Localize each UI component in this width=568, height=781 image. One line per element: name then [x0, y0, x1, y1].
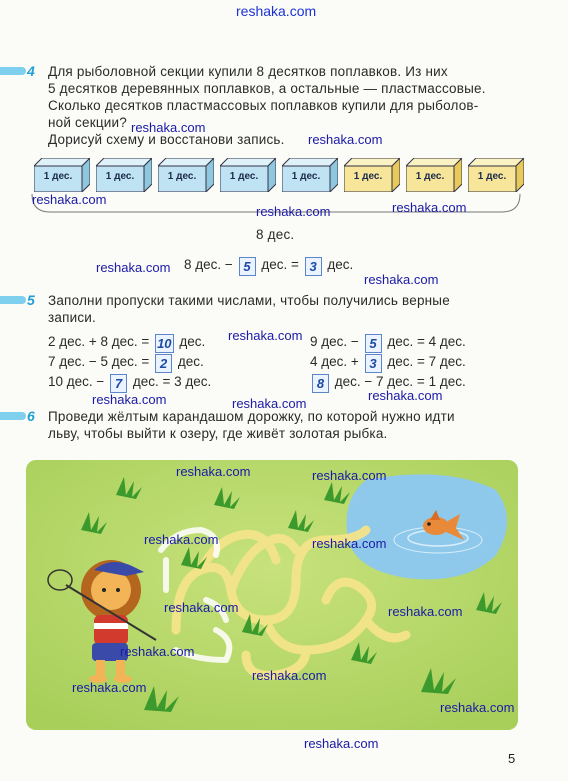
ten-cube-yellow: [468, 158, 524, 192]
ten-cube-yellow: [406, 158, 462, 192]
watermark: reshaka.com: [312, 536, 387, 551]
watermark: reshaka.com: [164, 600, 239, 615]
task4-line: 5 десятков деревянных поплавков, а остальные — пластмассовые.: [48, 81, 486, 96]
watermark: reshaka.com: [96, 260, 171, 275]
task-marker: [0, 296, 26, 304]
watermark: reshaka.com: [388, 604, 463, 619]
equation-part: дес.: [327, 257, 354, 272]
answer-box[interactable]: 5: [365, 334, 382, 353]
task5-line: записи.: [48, 310, 96, 325]
watermark: reshaka.com: [176, 464, 251, 479]
answer-box[interactable]: 3: [305, 257, 322, 276]
cube-label: 1 дес.: [43, 171, 73, 182]
task5-text: [48, 292, 450, 326]
equation-part: 10 дес. −: [48, 374, 105, 389]
task4-line: ной секции?: [48, 115, 127, 130]
watermark: reshaka.com: [92, 392, 167, 407]
task-number: 6: [27, 408, 35, 424]
watermark: reshaka.com: [131, 120, 206, 135]
equation-part: 8 дес. −: [184, 257, 233, 272]
task-number: 4: [27, 63, 35, 79]
watermark-top: reshaka.com: [236, 3, 317, 19]
cube-label: 1 дес.: [477, 171, 507, 182]
cube-label: 1 дес.: [353, 171, 383, 182]
cube-label: 1 дес.: [229, 171, 259, 182]
task4-text: [48, 63, 486, 148]
equation-row: [310, 332, 466, 353]
watermark: reshaka.com: [392, 200, 467, 215]
ten-cube-blue: [220, 158, 276, 192]
equation-part: 4 дес. +: [310, 354, 359, 369]
equation-row: [48, 352, 204, 373]
watermark: reshaka.com: [364, 272, 439, 287]
task5-line: Заполни пропуски такими числами, чтобы получились верные: [48, 293, 450, 308]
equation-part: 9 дес. −: [310, 334, 359, 349]
answer-box[interactable]: 10: [157, 336, 172, 351]
ten-cube-blue: [34, 158, 90, 192]
equation-row: [48, 372, 211, 393]
equation-part: 2 дес. + 8 дес. =: [48, 334, 150, 349]
answer-box[interactable]: 2: [155, 354, 172, 373]
equation-part: дес. = 4 дес.: [387, 334, 466, 349]
ten-cube-yellow: [344, 158, 400, 192]
cube-label: 1 дес.: [167, 171, 197, 182]
equation-part: дес. − 7 дес. = 1 дес.: [334, 374, 466, 389]
ten-cube-blue: [158, 158, 214, 192]
task4-line: Сколько десятков пластмассовых поплавков купили для рыболов-: [48, 98, 479, 113]
answer-box[interactable]: 5: [239, 257, 256, 276]
watermark: reshaka.com: [144, 532, 219, 547]
page-number: 5: [508, 751, 516, 766]
task-marker: [0, 412, 26, 420]
total-label: 8 дес.: [256, 227, 295, 242]
task6-line: льву, чтобы выйти к озеру, где живёт золотая рыбка.: [48, 426, 388, 441]
answer-box[interactable]: 7: [110, 374, 127, 393]
task4-line: Для рыболовной секции купили 8 десятков поплавков. Из них: [48, 64, 448, 79]
task-number: 5: [27, 292, 35, 308]
watermark: reshaka.com: [256, 204, 331, 219]
cube-label: 1 дес.: [105, 171, 135, 182]
ten-cube-blue: [282, 158, 338, 192]
task-marker: [0, 67, 26, 75]
task6-line: Проведи жёлтым карандашом дорожку, по которой нужно идти: [48, 409, 455, 424]
task4-line: Дорисуй схему и восстанови запись.: [48, 132, 285, 147]
watermark: reshaka.com: [368, 388, 443, 403]
answer-box[interactable]: 3: [365, 354, 382, 373]
watermark: reshaka.com: [72, 680, 147, 695]
ten-cube-blue: [96, 158, 152, 192]
watermark: reshaka.com: [308, 132, 383, 147]
task6-text: [48, 408, 455, 442]
watermark: reshaka.com: [120, 644, 195, 659]
equation-row: [48, 332, 205, 353]
watermark: reshaka.com: [32, 192, 107, 207]
equation-part: 7 дес. − 5 дес. =: [48, 354, 150, 369]
equation-part: дес.: [177, 354, 204, 369]
watermark: reshaka.com: [312, 468, 387, 483]
equation-part: дес. =: [261, 257, 299, 272]
watermark: reshaka.com: [228, 328, 303, 343]
task4-equation: [184, 255, 353, 276]
equation-part: дес. = 7 дес.: [387, 354, 466, 369]
equation-part: дес. = 3 дес.: [132, 374, 212, 389]
watermark: reshaka.com: [252, 668, 327, 683]
cube-label: 1 дес.: [291, 171, 321, 182]
equation-part: дес.: [179, 334, 206, 349]
equation-row: [310, 352, 466, 373]
answer-box[interactable]: 8: [312, 374, 329, 393]
watermark: reshaka.com: [232, 396, 307, 411]
cube-label: 1 дес.: [415, 171, 445, 182]
watermark: reshaka.com: [304, 736, 379, 751]
watermark: reshaka.com: [440, 700, 515, 715]
